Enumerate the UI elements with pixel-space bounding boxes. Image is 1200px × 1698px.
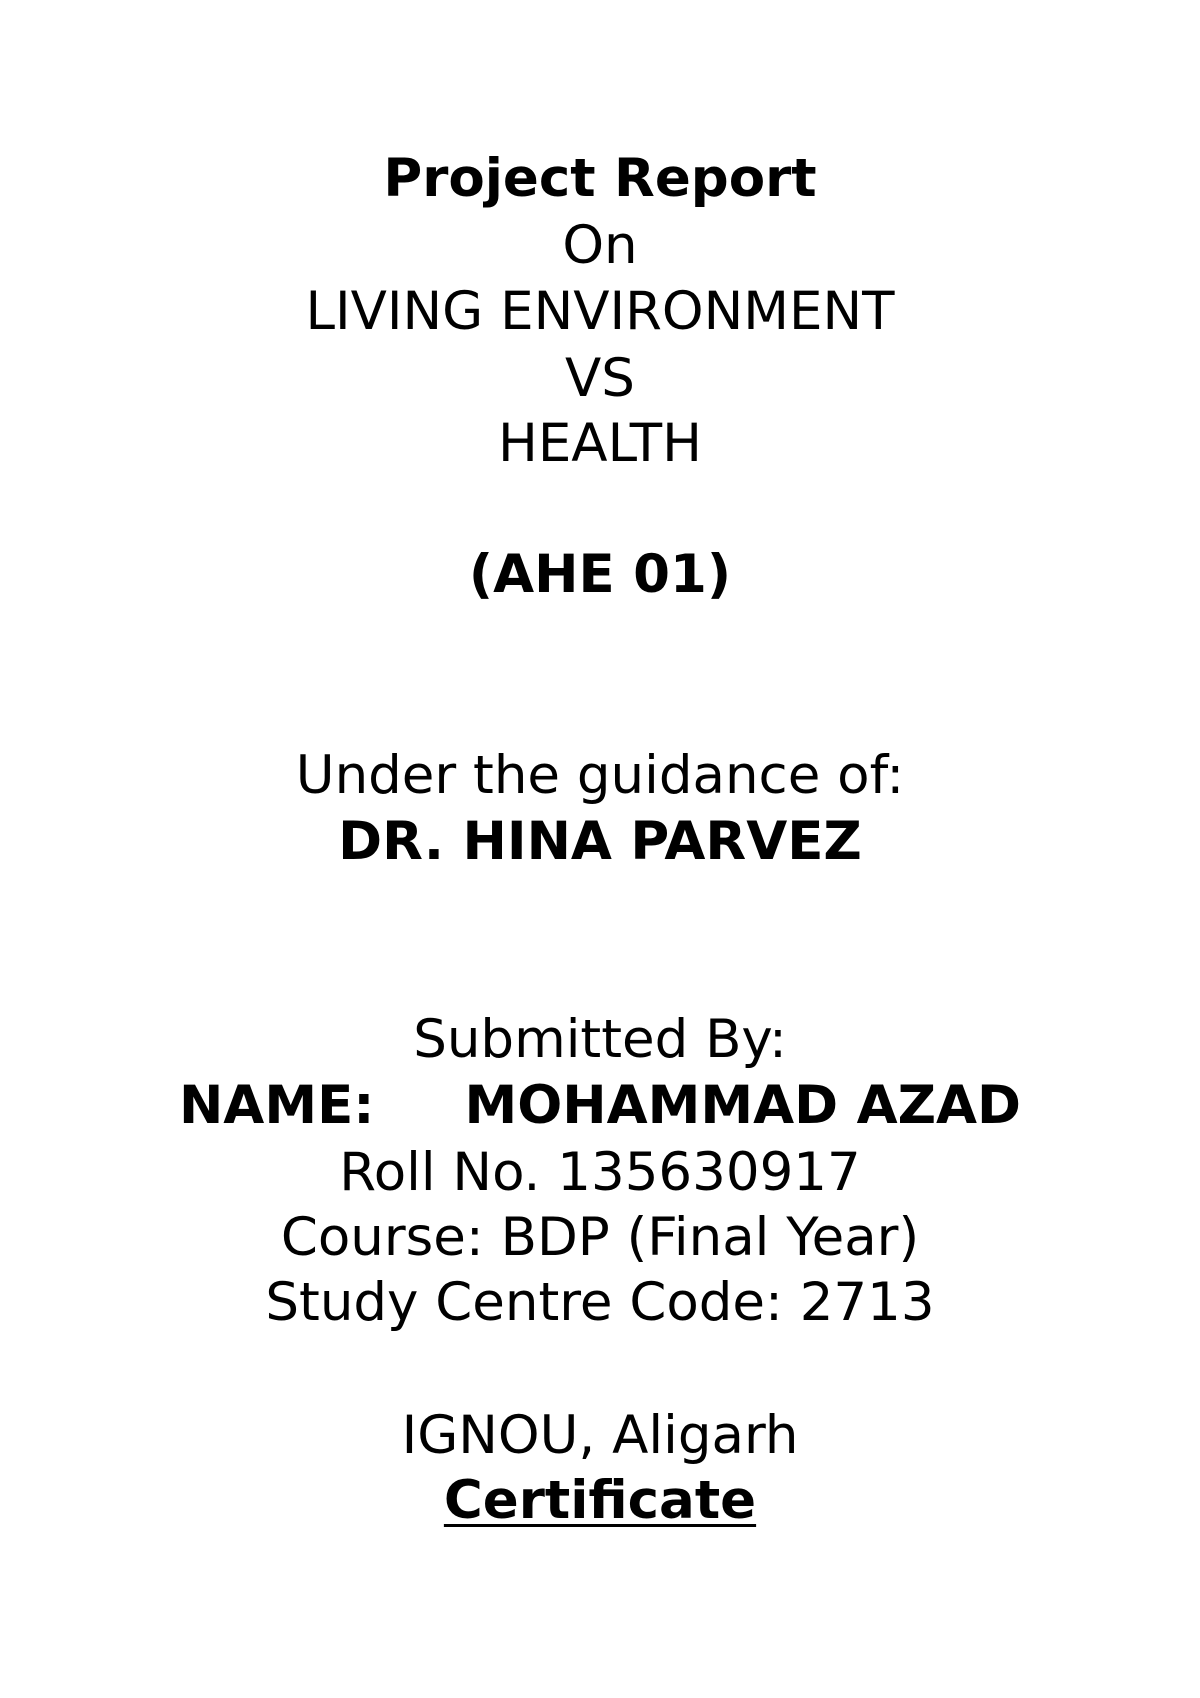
student-name: MOHAMMAD AZAD (464, 1075, 1022, 1136)
name-label: NAME: (178, 1075, 375, 1136)
on-label: On (562, 215, 638, 276)
course-info: Course: BDP (Final Year) (280, 1207, 920, 1268)
institution: IGNOU, Aligarh (401, 1405, 799, 1466)
topic-line-3: HEALTH (497, 413, 703, 474)
report-title: Project Report (383, 148, 817, 209)
student-name-row (0, 1073, 1200, 1139)
certificate-heading (0, 1468, 1200, 1534)
topic-line-1: LIVING ENVIRONMENT (305, 281, 895, 342)
course-code: (AHE 01) (468, 544, 732, 605)
submitted-label: Submitted By: (413, 1009, 787, 1070)
topic-line-2: VS (565, 348, 635, 409)
guide-name: DR. HINA PARVEZ (338, 811, 862, 872)
roll-number: Roll No. 135630917 (339, 1142, 861, 1203)
certificate-heading-text: Certificate (443, 1470, 757, 1531)
study-centre-code: Study Centre Code: 2713 (265, 1272, 935, 1333)
guidance-label: Under the guidance of: (295, 745, 905, 806)
